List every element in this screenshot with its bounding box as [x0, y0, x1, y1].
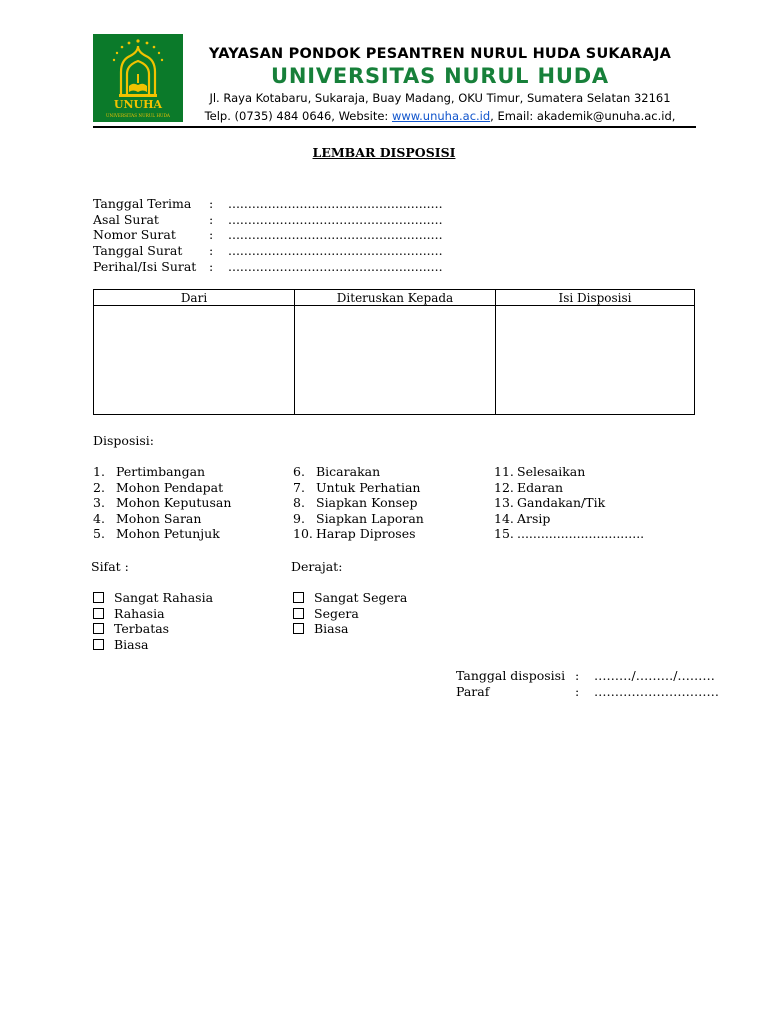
logo-text: UNUHA	[113, 98, 163, 111]
list-item	[293, 464, 424, 480]
list-item	[293, 495, 424, 511]
column-header-isi: Isi Disposisi	[496, 290, 695, 306]
item-text: Mohon Pendapat	[116, 479, 224, 495]
sifat-option	[93, 606, 213, 622]
foundation-name: YAYASAN PONDOK PESANTREN NURUL HUDA SUKARAJA	[208, 46, 672, 62]
item-number: 12.	[494, 479, 514, 495]
mosque-emblem-icon	[93, 34, 183, 122]
field-blank: ......................................................	[228, 258, 443, 274]
item-text: Siapkan Konsep	[316, 495, 418, 511]
sifat-option	[93, 621, 213, 637]
option-label: Sangat Rahasia	[114, 590, 214, 605]
field-blank: ......................................................	[228, 227, 443, 243]
contact-line	[190, 109, 690, 124]
option-label: Biasa	[114, 636, 149, 652]
item-number: 2.	[93, 479, 105, 495]
field-label: Tanggal Terima	[93, 196, 192, 211]
item-text: Selesaikan	[517, 464, 586, 479]
derajat-options	[293, 590, 407, 637]
checkbox[interactable]	[93, 639, 104, 650]
table-row	[94, 306, 695, 415]
contact-prefix: Telp. (0735) 484 0646, Website:	[204, 109, 392, 123]
sifat-option	[93, 590, 213, 606]
field-label: Nomor Surat	[93, 227, 176, 243]
cell-isi[interactable]	[496, 306, 695, 415]
list-item	[494, 511, 644, 527]
item-number: 15.	[494, 526, 514, 542]
list-item	[494, 464, 644, 480]
sifat-option	[93, 637, 213, 653]
checkbox[interactable]	[93, 623, 104, 634]
option-label: Terbatas	[114, 621, 170, 637]
item-text: Arsip	[517, 510, 551, 526]
derajat-option	[293, 621, 407, 637]
field-row	[93, 258, 443, 275]
header-divider	[93, 126, 696, 128]
list-item	[293, 511, 424, 527]
disposisi-column-2	[293, 464, 424, 542]
field-colon: :	[209, 227, 214, 243]
cell-dari[interactable]	[94, 306, 295, 415]
date-colon: :	[575, 668, 580, 683]
field-colon: :	[209, 196, 214, 211]
field-blank: ......................................................	[228, 196, 443, 211]
sifat-options	[93, 590, 213, 652]
date-label: Tanggal disposisi	[456, 668, 566, 683]
paraf-colon: :	[575, 684, 580, 699]
column-header-diteruskan: Diteruskan Kepada	[295, 290, 496, 306]
item-text: Mohon Petunjuk	[116, 526, 220, 542]
item-text: Pertimbangan	[116, 464, 206, 479]
list-item	[494, 495, 644, 511]
field-colon: :	[209, 211, 214, 227]
checkbox[interactable]	[293, 623, 304, 634]
item-number: 1.	[93, 464, 105, 479]
disposisi-column-1	[93, 464, 231, 542]
field-blank: ......................................................	[228, 243, 443, 259]
item-number: 9.	[293, 510, 305, 526]
item-text: Edaran	[517, 479, 564, 495]
field-colon: :	[209, 258, 214, 274]
item-text: Gandakan/Tik	[517, 495, 606, 511]
table-header-row	[94, 290, 695, 306]
field-label: Asal Surat	[93, 211, 159, 227]
field-row	[93, 211, 443, 228]
list-item	[93, 464, 231, 480]
item-text: ................................	[517, 526, 645, 542]
date-row	[456, 668, 719, 684]
item-text: Harap Diproses	[316, 526, 416, 542]
item-number: 13.	[494, 495, 514, 511]
item-text: Bicarakan	[316, 464, 381, 479]
website-link[interactable]: www.unuha.ac.id	[391, 109, 491, 123]
option-label: Sangat Segera	[314, 590, 408, 605]
option-label: Biasa	[314, 621, 349, 637]
checkbox[interactable]	[293, 608, 304, 619]
date-blank: ………/………/………	[594, 668, 715, 683]
list-item	[494, 480, 644, 496]
list-item	[93, 511, 231, 527]
letterhead	[190, 44, 690, 124]
derajat-label: Derajat:	[291, 559, 343, 574]
field-colon: :	[209, 243, 214, 259]
item-text: Mohon Keputusan	[116, 495, 232, 511]
checkbox[interactable]	[93, 608, 104, 619]
list-item	[93, 495, 231, 511]
paraf-label: Paraf	[456, 684, 490, 699]
contact-suffix: , Email: akademik@unuha.ac.id,	[490, 109, 676, 123]
address-line: Jl. Raya Kotabaru, Sukaraja, Buay Madang, OKU Timur, Sumatera Selatan 32161	[209, 91, 671, 105]
sifat-label: Sifat :	[91, 559, 129, 574]
item-number: 11.	[494, 464, 514, 479]
disposisi-label: Disposisi:	[93, 433, 154, 448]
item-number: 8.	[293, 495, 305, 511]
list-item	[293, 480, 424, 496]
field-label: Tanggal Surat	[93, 243, 183, 259]
university-name: UNIVERSITAS NURUL HUDA	[271, 64, 609, 88]
university-logo	[93, 34, 183, 122]
item-text: Siapkan Laporan	[316, 510, 424, 526]
field-blank: ......................................................	[228, 211, 443, 227]
list-item	[93, 526, 231, 542]
checkbox[interactable]	[293, 592, 304, 603]
disposition-table	[93, 289, 695, 415]
item-number: 14.	[494, 510, 514, 526]
checkbox[interactable]	[93, 592, 104, 603]
item-number: 7.	[293, 479, 305, 495]
item-number: 3.	[93, 495, 105, 511]
derajat-option	[293, 606, 407, 622]
item-number: 4.	[93, 510, 105, 526]
item-text: Untuk Perhatian	[316, 479, 421, 495]
field-label: Perihal/Isi Surat	[93, 258, 197, 274]
logo-subtext: UNIVERSITAS NURUL HUDA	[106, 113, 170, 118]
paraf-row	[456, 684, 719, 700]
form-title: LEMBAR DISPOSISI	[312, 145, 456, 160]
paraf-blank: …………………………	[594, 684, 719, 699]
derajat-option	[293, 590, 407, 606]
option-label: Segera	[314, 605, 359, 621]
field-row	[93, 227, 443, 243]
field-row	[93, 196, 443, 212]
column-header-dari: Dari	[94, 290, 295, 306]
item-text: Mohon Saran	[116, 510, 202, 526]
signature-block	[456, 668, 719, 700]
item-number: 6.	[293, 464, 305, 479]
item-number: 10.	[293, 526, 313, 542]
disposisi-column-3	[494, 464, 644, 542]
field-row	[93, 243, 443, 259]
list-item	[494, 526, 644, 542]
cell-diteruskan[interactable]	[295, 306, 496, 415]
item-number: 5.	[93, 526, 105, 542]
list-item	[93, 480, 231, 496]
letter-fields	[93, 196, 443, 274]
option-label: Rahasia	[114, 605, 165, 621]
list-item	[293, 526, 424, 542]
